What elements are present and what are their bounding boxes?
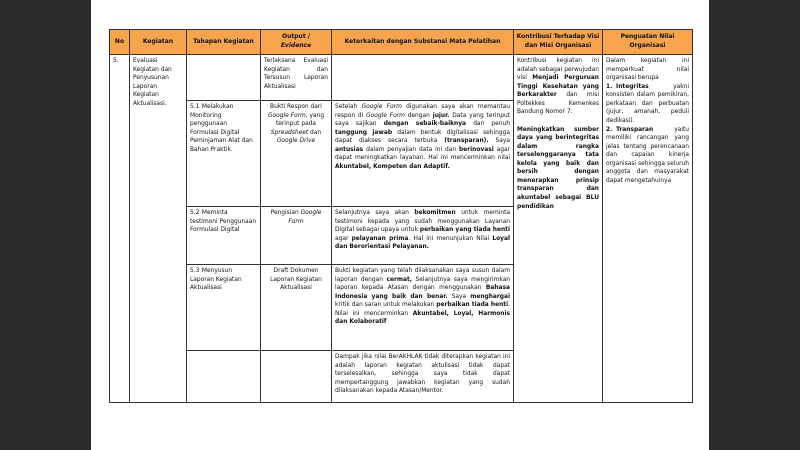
kt-5-1-i: dan penuh (473, 121, 510, 128)
aktualisasi-table (109, 29, 693, 403)
kt-5-1-n: antusias (335, 146, 364, 153)
kt-5-2-e: agar (335, 235, 349, 242)
step-5-2-name: Meminta testimoni Penggunaan Formulasi Digital (190, 210, 257, 234)
kt-5-1-o: dalam penyajian data ini dan (366, 146, 457, 153)
penguatan-cell (603, 55, 693, 403)
step-5-2 (187, 207, 261, 265)
output-5-3: Draft Dokumen Laporan Kegiatan Aktualisasi (261, 265, 332, 351)
penguatan-i1-text: yakni konsisten dalam pemikiran, perkataan dan perbuatan (jujur, amanah, peduli dedikasi). (606, 83, 689, 124)
kt-5-2-d: perbaikan yang tiada henti (419, 227, 511, 234)
kontribusi-cell (514, 55, 603, 403)
kt-5-3-b: cermat, (386, 276, 413, 283)
penguatan-intro: Dalam kegiatan ini memperkuat nilai organisasi berupa (606, 58, 689, 82)
kt-5-3-i: . Nilai ini mencerminkan (335, 302, 510, 317)
header-output-1: Output / (282, 33, 310, 41)
step-5-3-name: Menyusun Laporan Kegiatan Aktualisasi (190, 268, 242, 292)
kt-5-1-m: Saya (495, 138, 510, 145)
kontribusi-p1: Kontribusi kegiatan ini adalah sebagai perwujudan visi (517, 58, 599, 82)
keterkaitan-5-3 (332, 265, 514, 351)
kt-5-1-h: dengan sebaik-baiknya (383, 121, 467, 128)
keterkaitan-last: Dampak jika nilai BerAKHLAK tidak diterapkan kegiatan ini adalah laporan kegiatan aktulisasi tidak dapat terselesaikan, sehingga saya tidak dapat mempertanggung jawabkan kegiatan yang sudah dilaksanakan kepada Atasan/Mentor. (332, 351, 514, 403)
header-tahapan: Tahapan Kegiatan (187, 30, 261, 55)
step-5-3 (187, 265, 261, 351)
step-5-3-num: 5.3 (190, 268, 200, 274)
output-5-2 (261, 207, 332, 265)
output-5-1-f: Google Drive (276, 138, 316, 145)
header-kegiatan: Kegiatan (130, 30, 187, 55)
kontribusi-p1-bold: Menjadi Perguruan Tinggi Kesehatan yang Berkarakter (517, 75, 599, 99)
row-no: 5. (110, 55, 130, 403)
penguatan-i2-text: yaitu memiliki rancangan yang jelas tentang perencanaan dan capaian kinerja organisasi sehingga seluruh anggota dan masyarakat dapat mengetahuinya (606, 126, 689, 184)
keterkaitan-empty (332, 55, 514, 101)
step-5-1-name: Melakukan Monitoring penggunaan Formulasi Digital Peminjaman Alat dan Bahan Praktik. (190, 104, 253, 153)
kt-5-1-r: Akuntabel, Kompeten dan Adaptif. (335, 163, 450, 170)
header-keterkaitan: Keterkaitan dengan Substansi Mata Pelatihan (332, 30, 514, 55)
kt-5-3-d: Bahasa Indonesia yang baik dan benar. (335, 285, 510, 300)
penguatan-i1-title: Integritas (616, 83, 649, 90)
header-output-2: Evidence (280, 42, 312, 49)
penguatan-i1-num: 1. (606, 83, 613, 90)
output-5-2-a: Pengisian (270, 210, 299, 216)
keterkaitan-5-1 (332, 101, 514, 207)
penguatan-i2-title: Transparan (616, 126, 654, 133)
kt-5-1-a: Setelah (335, 104, 358, 110)
kt-5-1-e: dengan (407, 112, 430, 119)
kt-5-3-h: perbaikan tiada henti (436, 302, 509, 309)
kt-5-1-j: tanggung jawab (335, 129, 393, 136)
kt-5-3-g: kritik dan saran untuk melakukan (335, 302, 435, 309)
output-5-1-e: dan (310, 129, 322, 136)
kt-5-2-b: bekomitmen (414, 210, 456, 216)
kt-5-3-a: Bukti kegiatan yang telah dilaksanakan saya susun dalam laporan dengan (335, 268, 510, 283)
tahapan-empty (187, 55, 261, 101)
kt-5-1-l: (transparan). (444, 138, 489, 145)
kt-5-1-f: jujur. (432, 112, 450, 119)
step-5-1 (187, 101, 261, 207)
output-5-1 (261, 101, 332, 207)
header-kontribusi: Kontribusi Terhadap Visi dan Misi Organisasi (514, 30, 603, 55)
keterkaitan-5-2 (332, 207, 514, 265)
header-output (261, 30, 332, 55)
step-5-1-num: 5.1 (190, 104, 200, 110)
step-5-2-num: 5.2 (190, 210, 200, 216)
kt-5-1-g: Data yang terinput saya sajikan (335, 112, 511, 128)
kt-5-3-e: Saya (451, 293, 467, 300)
output-5-1-b: Google Form, (267, 112, 308, 119)
header-penguatan: Penguatan Nilai Organisasi (603, 30, 693, 55)
penguatan-i2-num: 2. (606, 126, 613, 133)
output-0: Terlaksana Evaluasi Kegiatan dan Tersusun Laporan Aktualisasi (261, 55, 332, 101)
tahapan-empty-last (187, 351, 261, 403)
kt-5-1-c: digunakan saya akan memantau respon di (335, 104, 511, 119)
kt-5-2-f: pelayanan prima (351, 235, 409, 242)
kt-5-3-c: Selanjutnya saya mengirimkan laporan kepada Atasan dengan menggunakan (335, 276, 511, 292)
document-page (91, 0, 709, 450)
header-no: No (110, 30, 130, 55)
kt-5-2-h: Loyal dan Berorientasi Pelayanan. (335, 235, 510, 251)
kt-5-2-c: untuk meminta testimoni kepada yang sudah menggunakan Layanan Digital sebagai upaya untuk (335, 210, 511, 234)
kt-5-1-p: berinovasi (459, 146, 494, 153)
kt-5-1-q: agar dapat meningkatkan layanan. Hal ini mencerminkan nilai (335, 146, 511, 162)
output-5-1-c: yang terinput pada (275, 112, 325, 128)
table-row (110, 55, 693, 101)
kt-5-1-d: Google Form (366, 112, 405, 119)
kt-5-3-j: Akuntabel, Loyal, Harmonis dan Kolaboratif (335, 310, 510, 326)
output-5-1-d: Spreadsheet (270, 129, 309, 136)
kontribusi-p3-bold: Meningkatkan sumber daya yang berintegritas dalam rangka terselenggaranya tata kelola yang baik dan bersih dengan menerapkan prinsip transparan dan akuntabel sebagai BLU pendidikan (517, 126, 599, 210)
kt-5-1-k: dalam bentuk digitalisasi sehingga dapat diakses secara terbuka (335, 129, 511, 145)
output-5-2-b: Google Form (288, 210, 322, 225)
kt-5-2-g: . Hal ini menunjukan Nilai (408, 235, 490, 242)
header-row (110, 30, 693, 55)
kt-5-3-f: menghargai (470, 293, 511, 300)
kt-5-1-b: Google Form (361, 104, 402, 110)
output-5-1-a: Bukti Respon dari (270, 104, 322, 110)
output-empty-last (261, 351, 332, 403)
row-kegiatan: Evaluasi Kegiatan dan Penyusunan Laporan Kegiatan Aktualisasi. (130, 55, 187, 403)
kt-5-2-a: Selanjutnya saya akan (335, 210, 409, 216)
kontribusi-p2: dan misi Poltekkes Kemenkes Bandung Nomor 7: (517, 92, 599, 116)
